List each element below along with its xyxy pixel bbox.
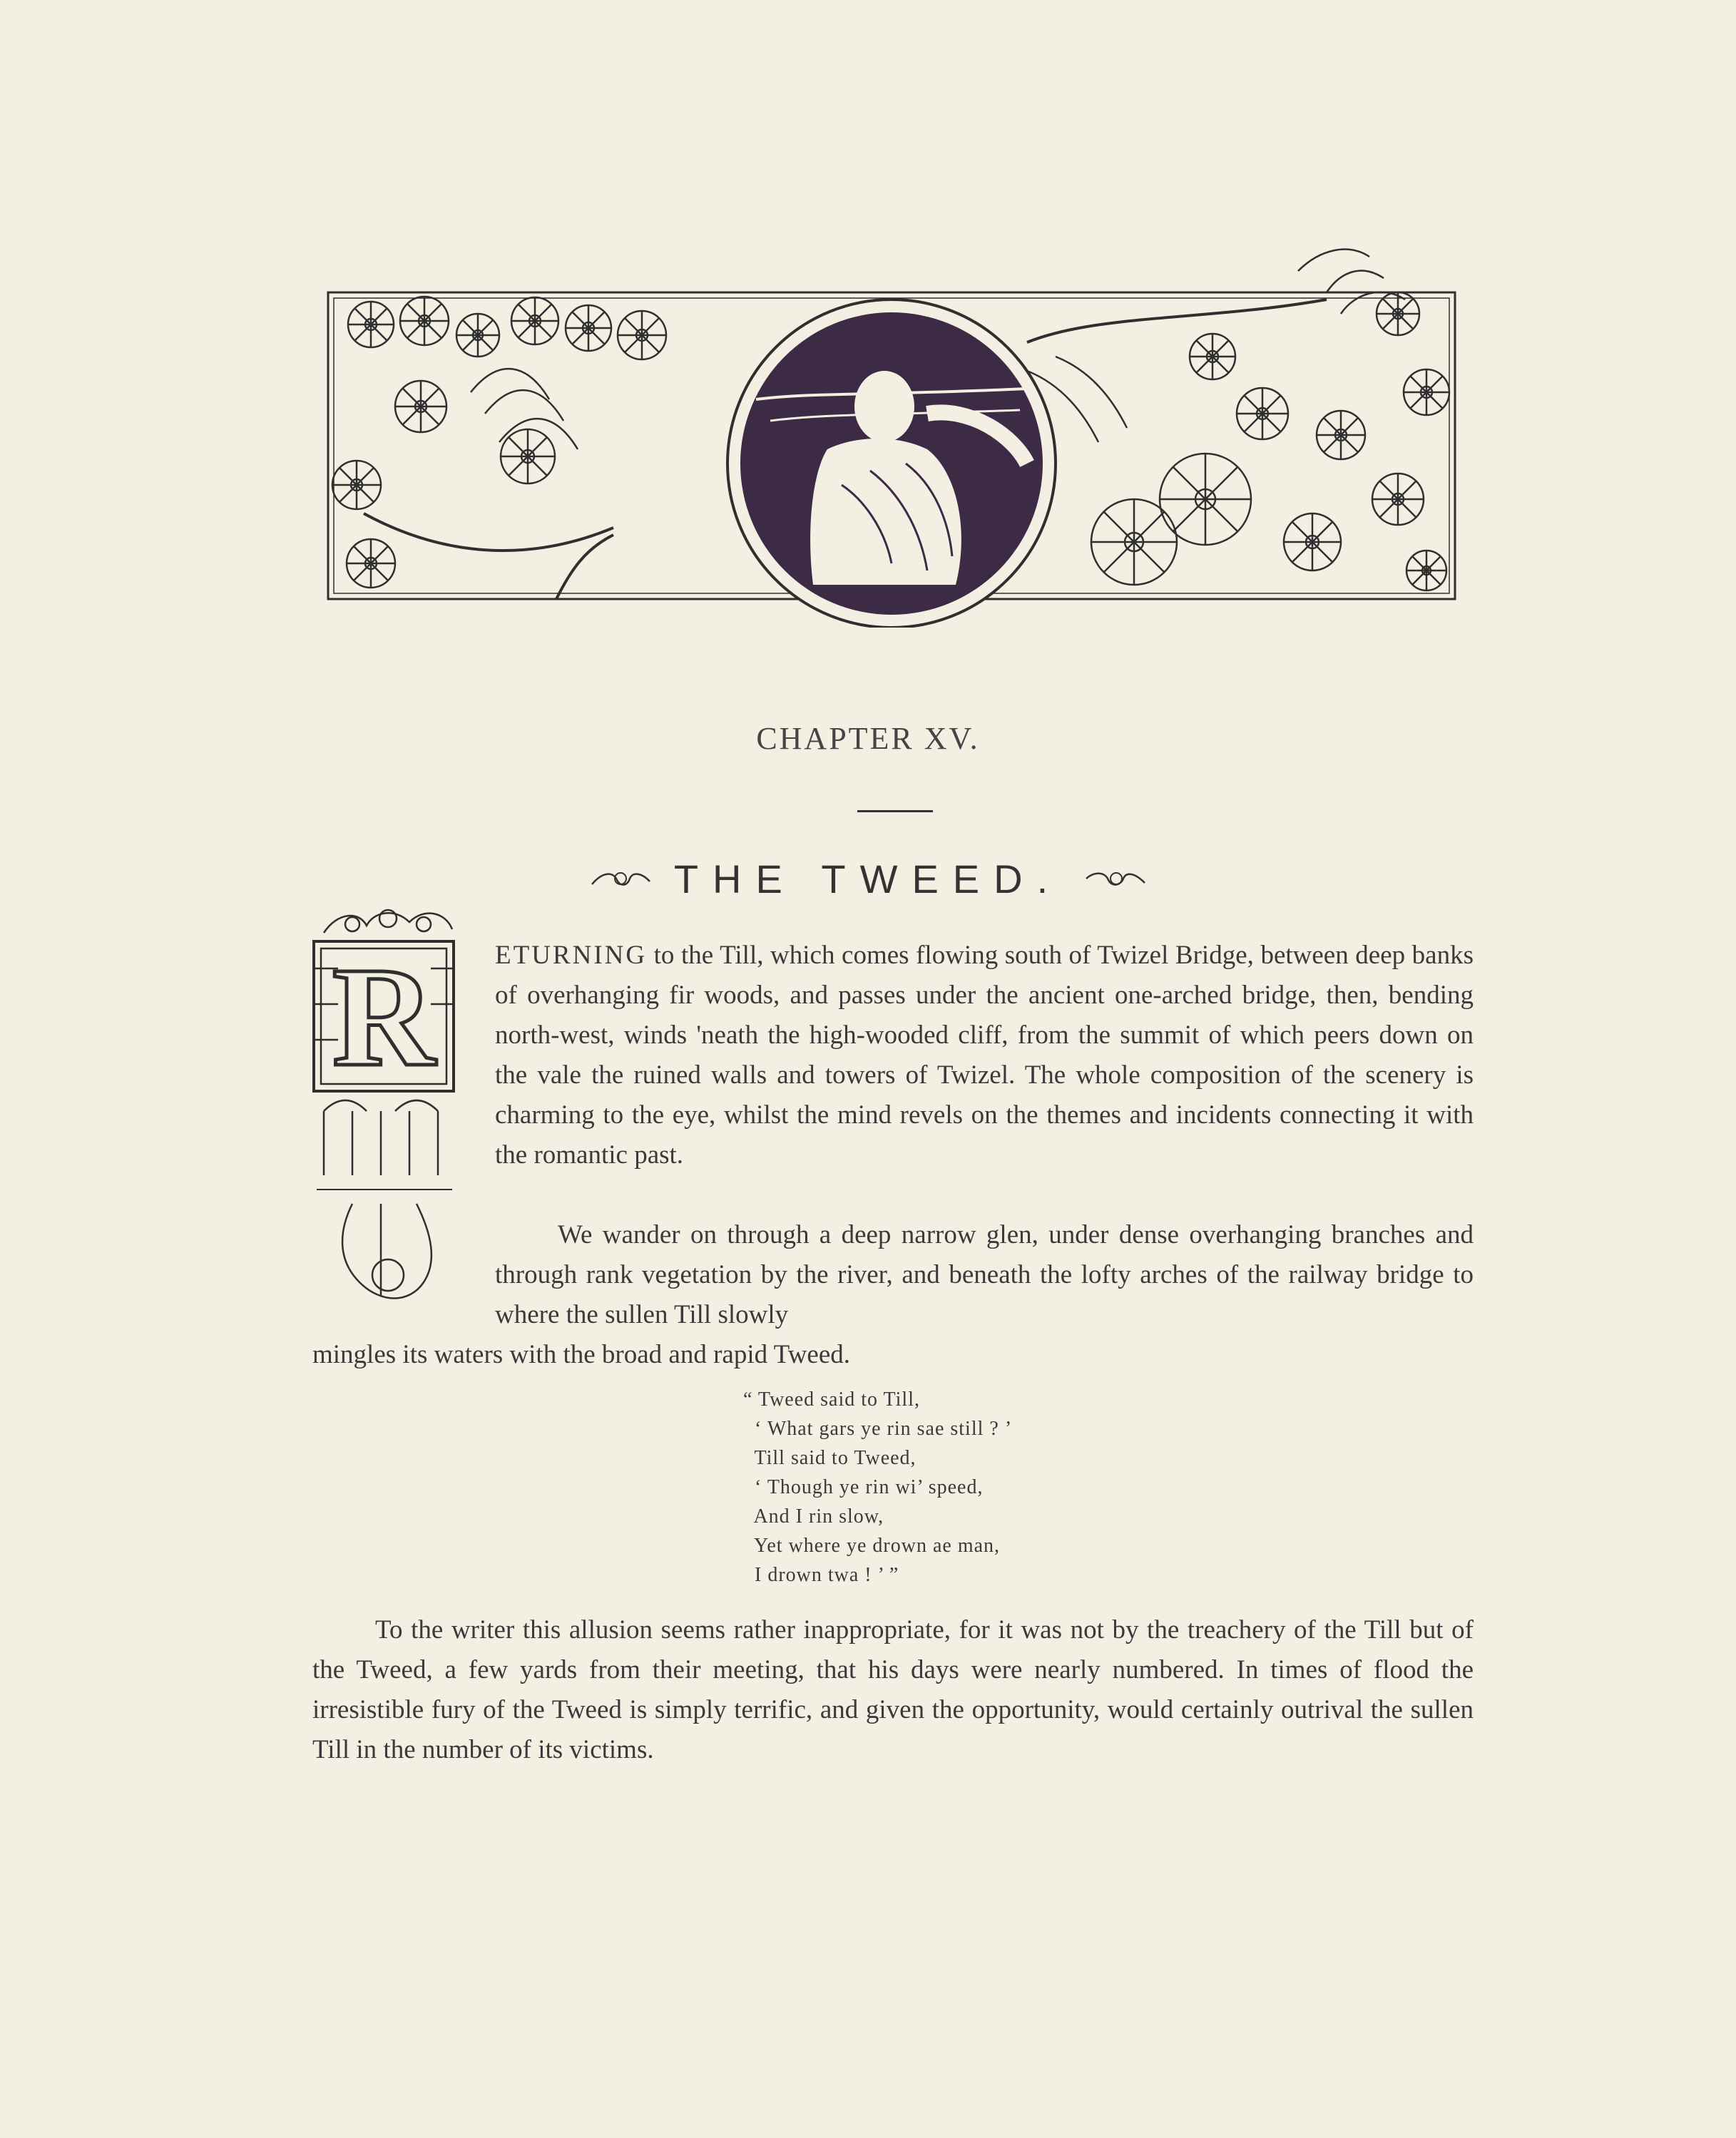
- poem-line: Yet where ye drown ae man,: [743, 1535, 1001, 1557]
- poem-line: “ Tweed said to Till,: [743, 1388, 920, 1411]
- title-row: [0, 850, 1736, 907]
- paragraph-1-lead: ETURNING: [495, 941, 648, 970]
- poem-line: I drown twa ! ’ ”: [743, 1564, 899, 1586]
- poem-line: Till said to Tweed,: [743, 1447, 916, 1469]
- svg-text:R: R: [332, 938, 436, 1096]
- header-illustration: [314, 228, 1469, 628]
- paragraph-2: We wander on through a deep narrow glen, under dense overhanging branches and through rank vegetation by the river, and beneath the lofty arches of the railway bridge to where the sullen Till slowly: [495, 1220, 1474, 1329]
- title-ornament-right: [1083, 864, 1148, 893]
- heading-rule: [857, 810, 933, 812]
- chapter-title: THE TWEED.: [673, 856, 1063, 901]
- chapter-heading: CHAPTER XV.: [756, 721, 980, 756]
- poem-line: And I rin slow,: [743, 1505, 884, 1528]
- title-ornament-left: [588, 864, 653, 893]
- poem-line: ‘ What gars ye rin sae still ? ’: [743, 1418, 1013, 1440]
- paragraph-1-text: to the Till, which comes flowing south of Twizel Bridge, between deep banks of overhanging fir woods, and passes under the ancient one-arched bridge, then, bending north-west, winds 'neath the high-wooded cliff, from the summit of which peers down on the vale the ruined walls and towers of Twizel. The whole composition of the scenery is charming to the eye, whilst the mind revels on the themes and incidents connecting it with the romantic past.: [495, 941, 1474, 1170]
- paragraph-3: To the writer this allusion seems rather inappropriate, for it was not by the treachery of the Till but of the Tweed, a few yards from their meeting, that his days were nearly numbered. In times of flood the irresistible fury of the Tweed is simply terrific, and given the opportunity, would certainly outrival the sullen Till in the number of its victims.: [312, 1615, 1474, 1764]
- paragraph-1: [495, 936, 1474, 1175]
- poem-line: ‘ Though ye rin wi’ speed,: [743, 1476, 984, 1498]
- dropcap-r-ornament: [310, 897, 459, 1311]
- poem-verse: [743, 1385, 1012, 1590]
- paragraph-2-end: mingles its waters with the broad and rapid Tweed.: [312, 1340, 851, 1369]
